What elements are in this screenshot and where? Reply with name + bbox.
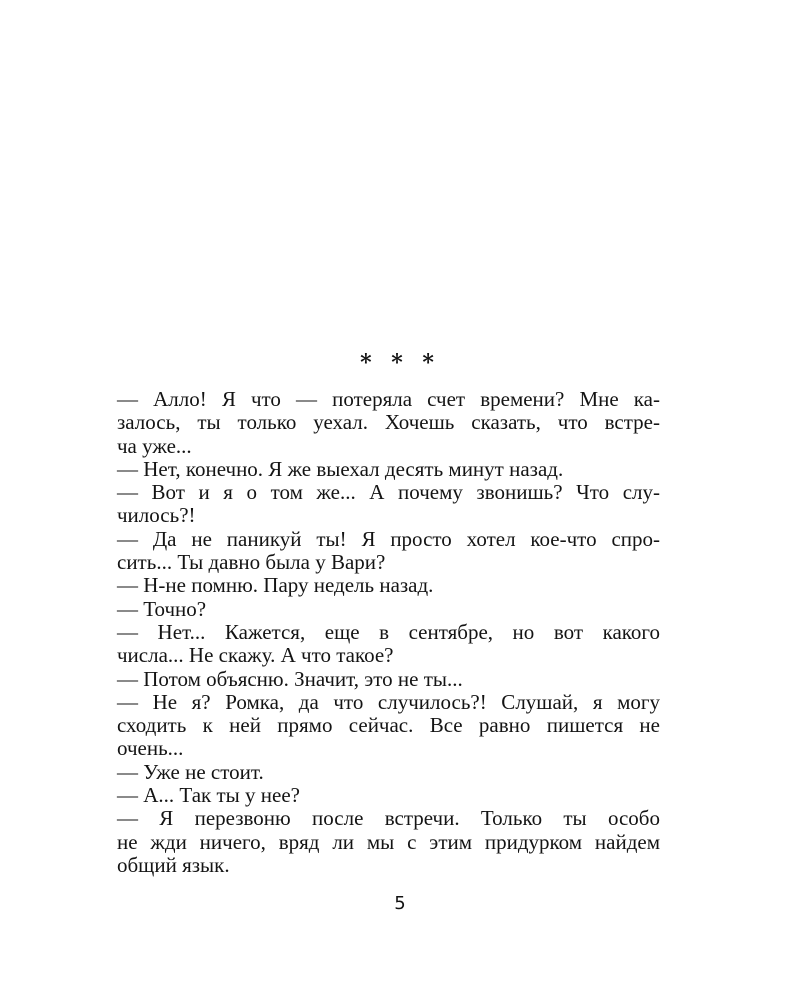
text-line: — Я перезвоню после встречи. Только ты особо [117, 806, 660, 831]
text-line: — Нет, конечно. Я же выехал десять минут назад. [117, 456, 564, 481]
text-line: — Да не паникуй ты! Я просто хотел кое-что спро- [117, 526, 660, 551]
text-line: — Точно? [117, 596, 207, 621]
text-line: общий язык. [117, 852, 230, 877]
text-line: не жди ничего, вряд ли мы с этим придурком найдем [117, 829, 660, 854]
text-line: залось, ты только уехал. Хочешь сказать, что встре- [117, 410, 660, 435]
text-line: — Не я? Ромка, да что случилось?! Слушай, я могу [117, 689, 660, 714]
text-line: сходить к ней прямо сейчас. Все равно пишется не [117, 713, 660, 738]
section-separator: * * * [360, 350, 440, 376]
text-line: очень... [117, 736, 184, 761]
text-line: — Потом объясню. Значит, это не ты... [117, 666, 463, 691]
text-line: чилось?! [117, 503, 196, 528]
text-line: — Алло! Я что — потеряла счет времени? Мне ка- [117, 387, 660, 411]
text-line: — Уже не стоит. [117, 759, 264, 784]
text-line: — Нет... Кажется, еще в сентябре, но вот какого [117, 619, 660, 644]
text-line: сить... Ты давно была у Вари? [117, 550, 386, 575]
text-line: — Вот и я о том же... А почему звонишь? Что слу- [117, 480, 660, 505]
text-line: числа... Не скажу. А что такое? [117, 643, 394, 668]
dialogue-text [117, 388, 660, 877]
page-number: 5 [394, 893, 406, 914]
text-line: ча уже... [117, 433, 192, 458]
text-line: — Н-не помню. Пару недель назад. [117, 573, 434, 598]
text-line: — А... Так ты у нее? [117, 783, 300, 808]
